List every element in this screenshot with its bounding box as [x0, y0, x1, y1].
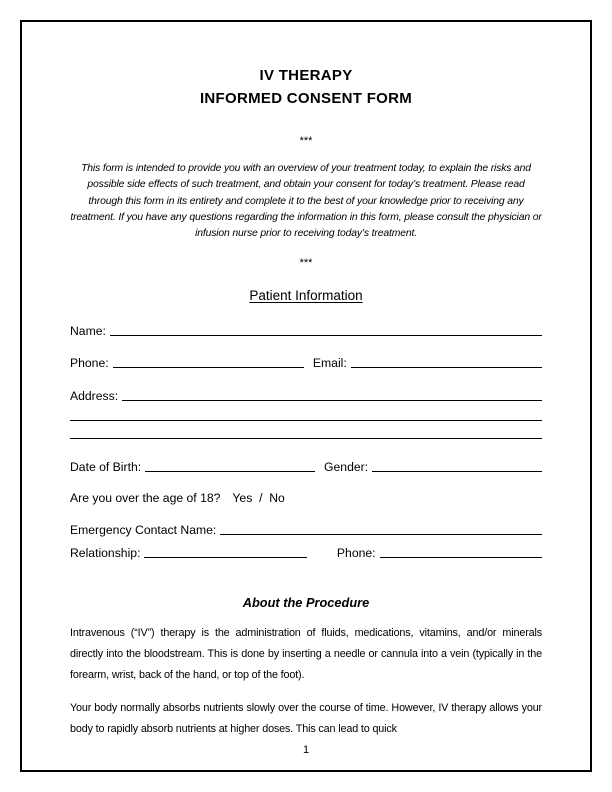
gender-label: Gender: — [324, 460, 369, 475]
address-blank-line-3 — [70, 438, 542, 439]
gender-blank-line — [372, 471, 542, 472]
dob-gender-field-row — [70, 459, 542, 475]
emergency-phone-blank-line — [380, 557, 542, 558]
email-label: Email: — [312, 356, 347, 371]
emergency-contact-blank-line — [220, 534, 542, 535]
document-title-line-2: INFORMED CONSENT FORM — [199, 90, 413, 107]
relationship-blank-line — [144, 557, 306, 558]
page-content — [70, 0, 542, 740]
address-blank-line-2 — [70, 420, 542, 421]
document-title-line-1: IV THERAPY — [259, 67, 353, 84]
name-field-row — [70, 323, 542, 339]
address-blank-line-1 — [122, 400, 542, 401]
relationship-phone-field-row — [70, 545, 542, 561]
relationship-label: Relationship: — [70, 546, 141, 561]
emergency-phone-label: Phone: — [336, 546, 376, 561]
name-blank-line — [110, 335, 542, 336]
phone-label: Phone: — [70, 356, 109, 371]
patient-information-heading: Patient Information — [249, 288, 363, 304]
separator-middle: *** — [299, 257, 313, 270]
age-options-yes-no: Yes / No — [232, 491, 285, 506]
separator-top: *** — [299, 135, 313, 147]
address-label: Address: — [70, 389, 119, 404]
address-field-row — [70, 388, 542, 404]
phone-email-field-row — [70, 355, 542, 371]
page-number: 1 — [302, 744, 310, 756]
age-question-row — [70, 490, 542, 506]
date-of-birth-blank-line — [145, 471, 315, 472]
phone-blank-line — [113, 367, 304, 368]
emergency-contact-label: Emergency Contact Name: — [70, 523, 217, 538]
name-label: Name: — [70, 324, 106, 339]
document-title — [70, 64, 542, 110]
email-blank-line — [351, 367, 542, 368]
intro-paragraph: This form is intended to provide you with an overview of your treatment today, to explain the risks and possible side effects of such treatment, and obtain your consent for today’s treatment. Please read through this form in its entirety and complete it to the best of your knowledge prior to receiving any treatment. If you have any questions regarding the information in this form, please consult the physician or infusion nurse prior to receiving today’s treatment. — [70, 163, 542, 240]
age-question-label: Are you over the age of 18? — [70, 491, 221, 506]
procedure-paragraph-2: Your body normally absorbs nutrients slowly over the course of time. However, IV therapy allows your body to rapidly absorb nutrients at higher doses. This can lead to quick — [70, 702, 542, 736]
about-procedure-heading: About the Procedure — [242, 595, 370, 611]
procedure-paragraph-1: Intravenous (“IV”) therapy is the administration of fluids, medications, vitamins, and/or minerals directly into the bloodstream. This is done by inserting a needle or cannula into a vein (typically in the forearm, wrist, back of the hand, or top of the foot). — [70, 627, 542, 682]
emergency-contact-field-row — [70, 522, 542, 538]
date-of-birth-label: Date of Birth: — [70, 460, 142, 475]
